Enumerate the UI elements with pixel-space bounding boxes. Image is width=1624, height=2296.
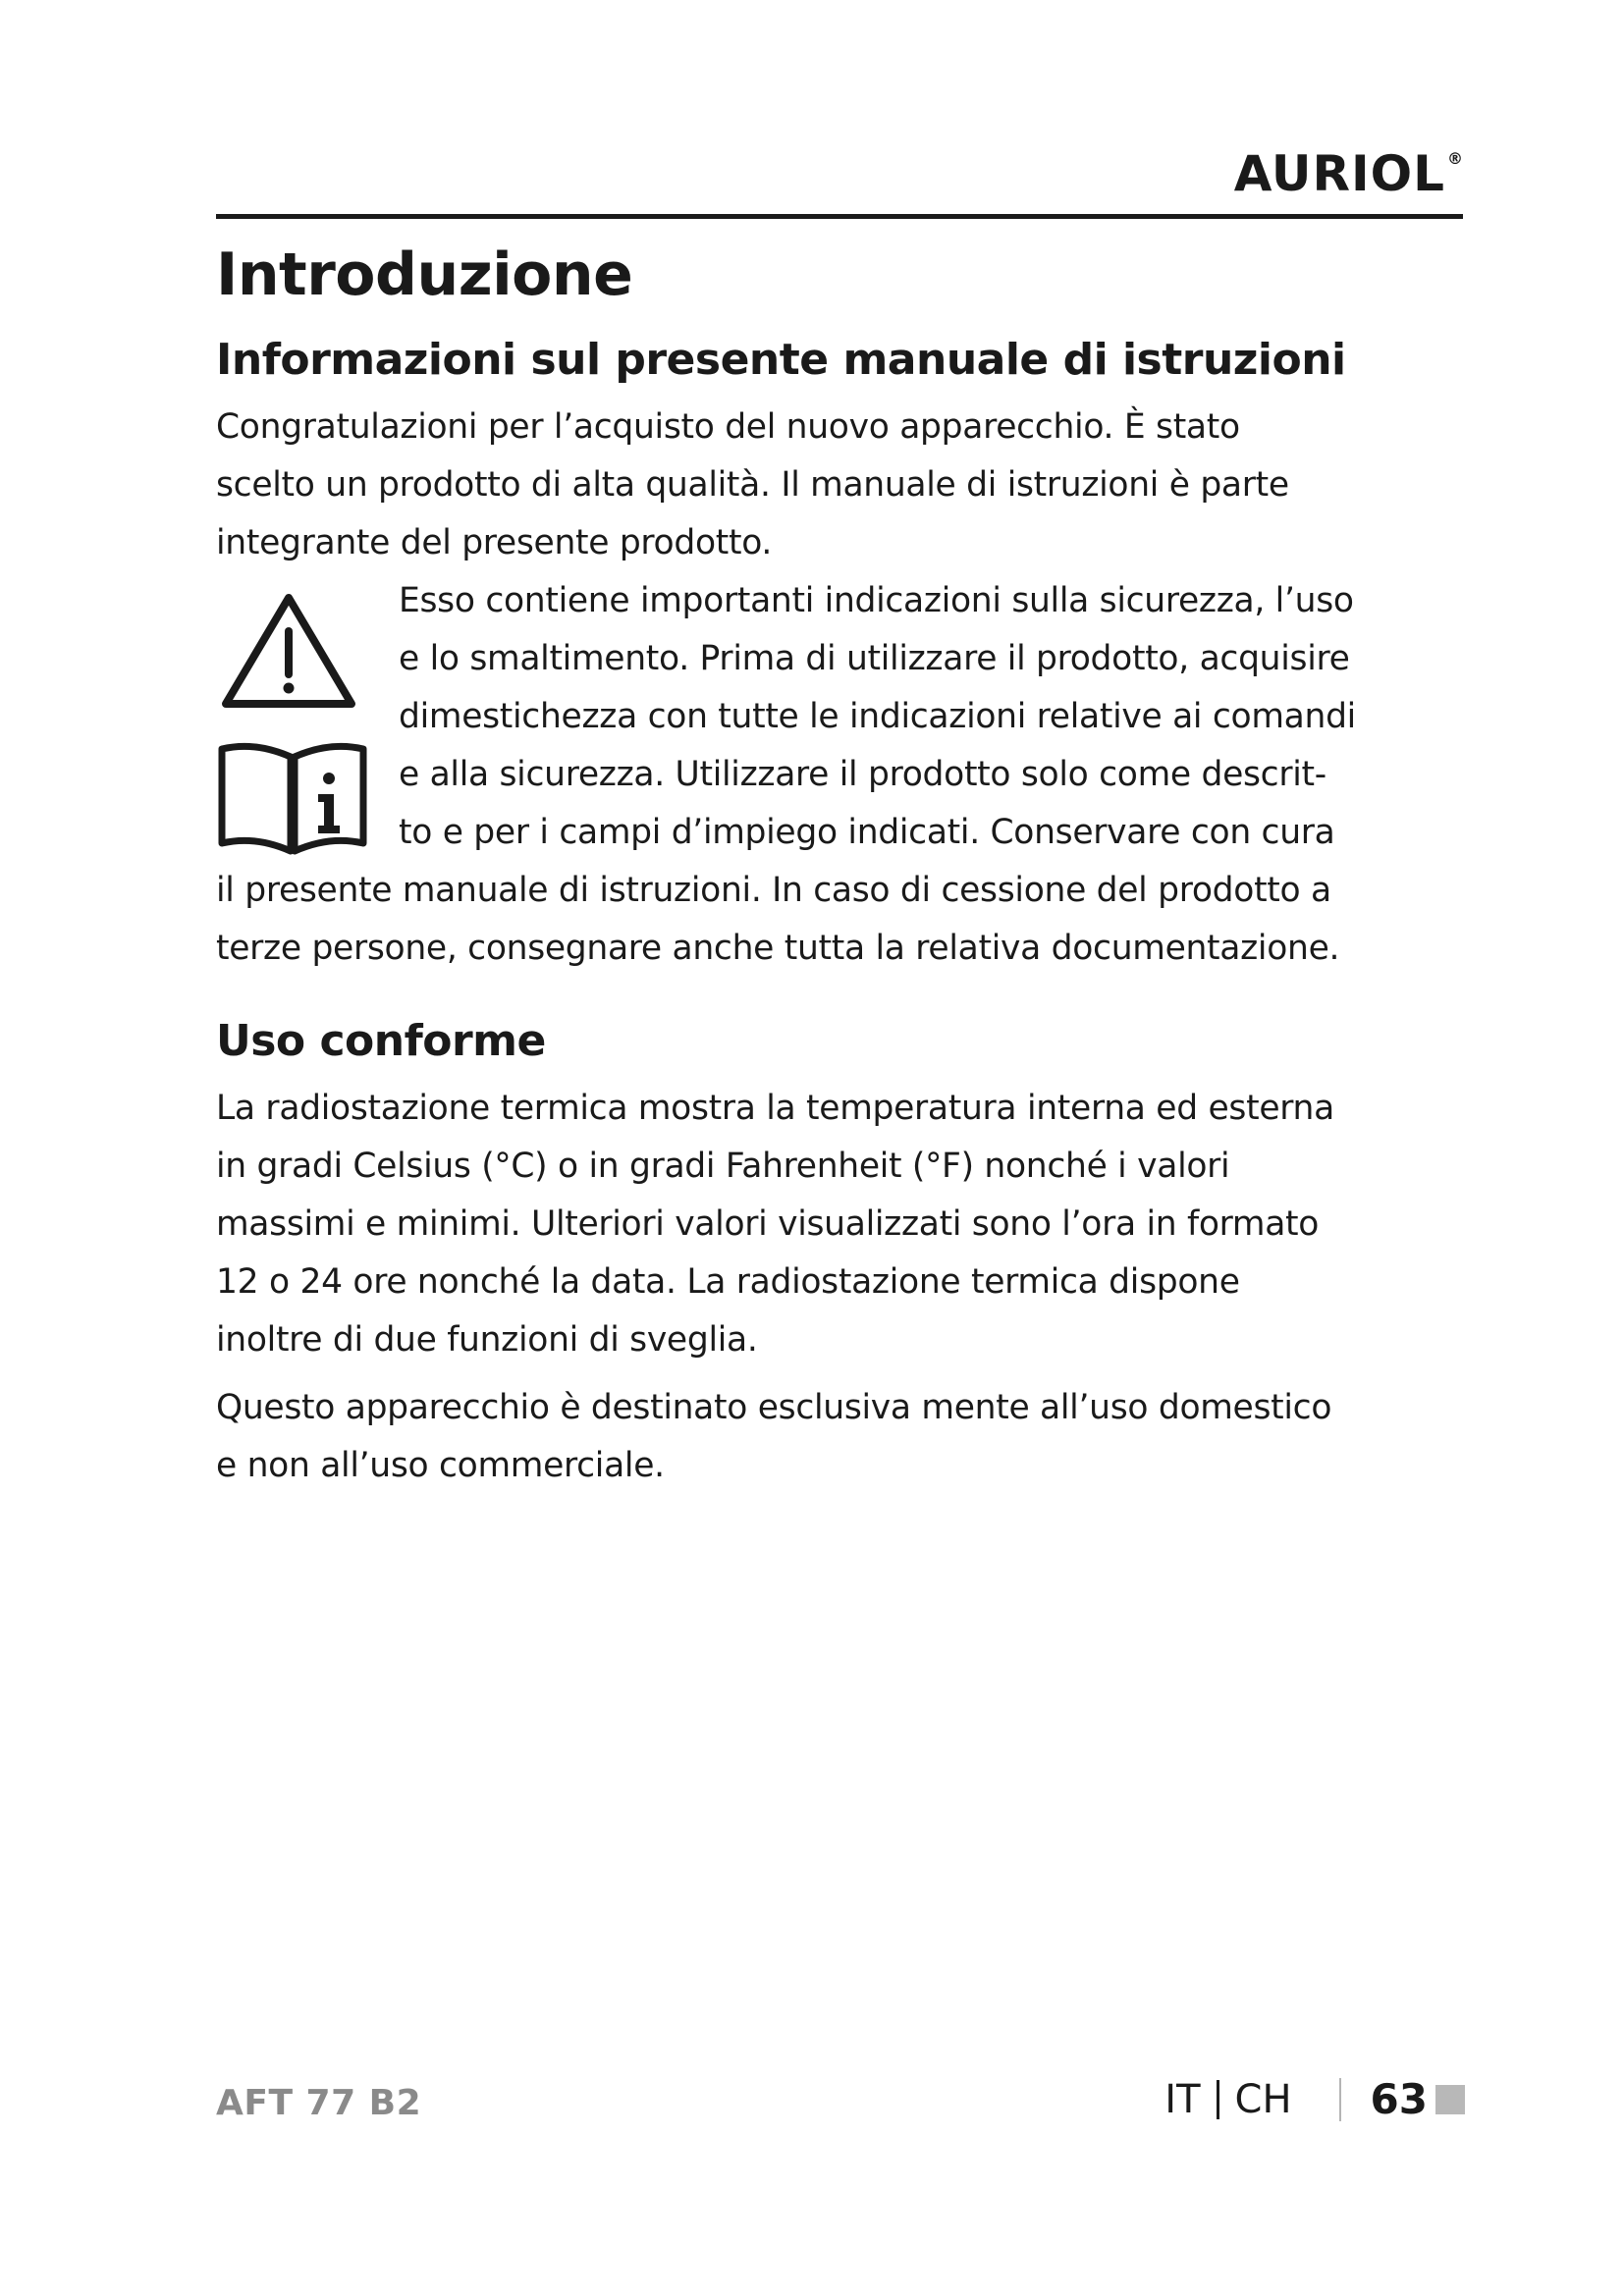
brand-name: AURIOL [1233,145,1445,202]
registered-mark: ® [1447,149,1464,168]
icon-group [216,590,373,857]
text-line: e alla sicurezza. Utilizzare il prodotto solo come descrit- [399,755,1326,794]
brand-logo [1234,145,1464,202]
text-line: scelto un prodotto di alta qualità. Il manuale di istruzioni è parte [216,465,1289,505]
text-line: il presente manuale di istruzioni. In caso di cessione del prodotto a [216,871,1331,910]
text-line: Esso contiene importanti indicazioni sulla sicurezza, l’uso [399,581,1354,620]
text-line: e lo smaltimento. Prima di utilizzare il prodotto, acquisire [399,639,1350,678]
footer-separator [1339,2078,1341,2121]
warning-triangle-icon [220,590,357,712]
text-line: Questo apparecchio è destinato esclusiva mente all’uso domestico [216,1388,1332,1427]
manual-info-icon [216,741,369,857]
intro-paragraph [216,399,1465,572]
intended-use-paragraph [216,1080,1465,1369]
square-marker-icon [1435,2085,1465,2114]
language-separator [1217,2080,1219,2119]
text-line: La radiostazione termica mostra la temperatura interna ed esterna [216,1089,1334,1128]
header-rule [216,214,1463,219]
domestic-use-paragraph [216,1379,1465,1495]
section-heading-intended-use: Uso conforme [216,1016,546,1066]
text-line: integrante del presente prodotto. [216,523,773,562]
icon-paragraph [216,572,1465,978]
page-content [216,228,1465,1495]
text-line: 12 o 24 ore nonché la data. La radiostazione termica dispone [216,1262,1240,1302]
text-line: dimestichezza con tutte le indicazioni relative ai comandi [399,697,1356,736]
text-line: Congratulazioni per l’acquisto del nuovo apparecchio. È stato [216,407,1240,447]
section-heading-manual: Informazioni sul presente manuale di istruzioni [216,335,1346,385]
language-ch: CH [1234,2076,1292,2122]
text-line: e non all’uso commerciale. [216,1446,665,1485]
model-number: AFT 77 B2 [216,2083,422,2123]
page-number: 63 [1370,2075,1428,2123]
page-title: Introduzione [216,240,633,309]
text-line: massimi e minimi. Ulteriori valori visualizzati sono l’ora in formato [216,1204,1320,1244]
language-it: IT [1164,2076,1201,2122]
text-line: inoltre di due funzioni di sveglia. [216,1320,758,1360]
text-line: in gradi Celsius (°C) o in gradi Fahrenheit (°F) nonché i valori [216,1147,1230,1186]
text-line: terze persone, consegnare anche tutta la relativa documentazione. [216,929,1340,968]
page-footer [1159,2075,1465,2123]
text-line: to e per i campi d’impiego indicati. Conservare con cura [399,813,1335,852]
